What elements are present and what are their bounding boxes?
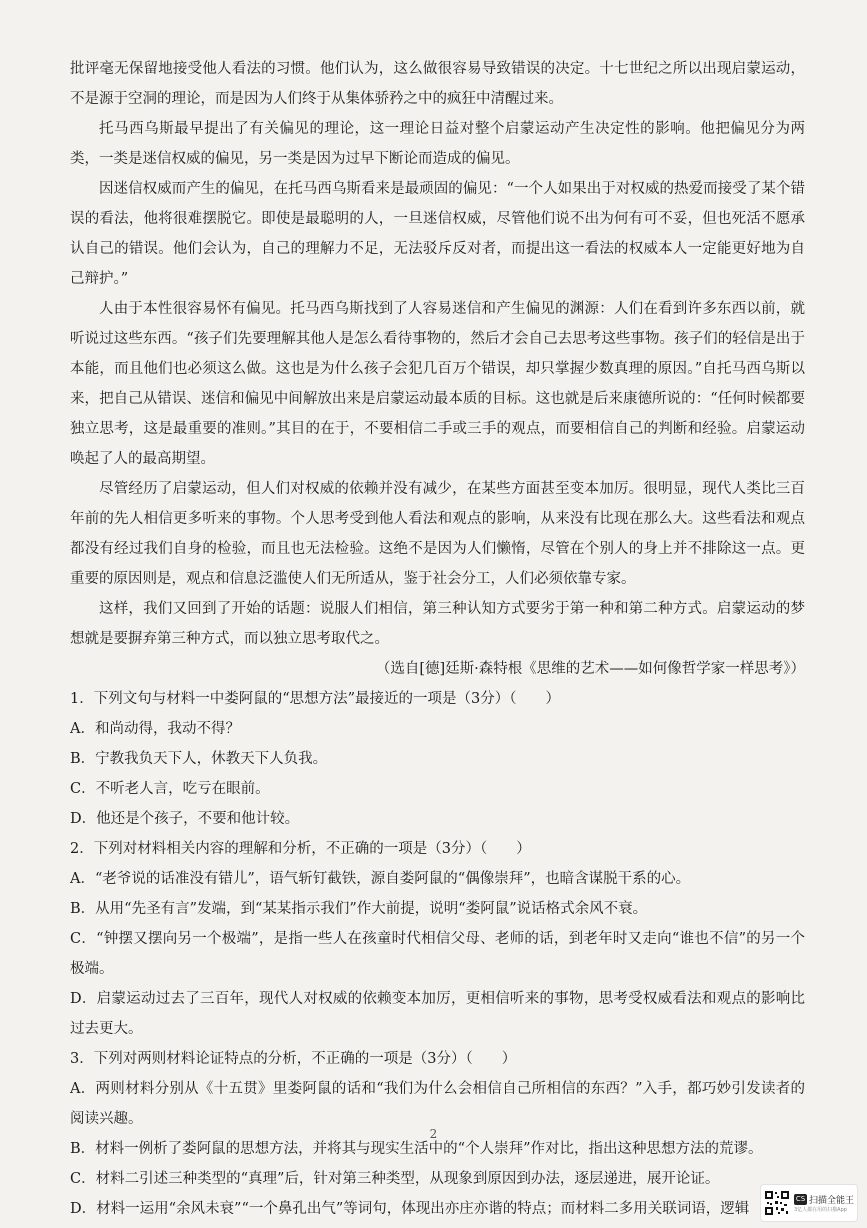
question-3-option-c: C．材料二引述三种类型的“真理”后，针对第三种类型，从现象到原因到办法，逐层递进，展开论证。 [70, 1171, 720, 1187]
question-1-option-d: D．他还是个孩子，不要和他计较。 [70, 811, 300, 827]
question-3-option-a: A．两则材料分别从《十五贯》里娄阿鼠的话和“我们为什么会相信自己所相信的东西？”入手，都巧妙引发读者的阅读兴趣。 [70, 1081, 805, 1127]
passage-paragraph-1: 批评毫无保留地接受他人看法的习惯。他们认为，这么做很容易导致错误的决定。十七世纪之所以出现启蒙运动，不是源于空洞的理论，而是因为人们终于从集体骄矜之中的疯狂中清醒过来。 [70, 61, 805, 107]
question-1-option-c: C．不听老人言，吃亏在眼前。 [70, 781, 270, 797]
scanner-watermark [760, 1184, 858, 1222]
question-1-option-a: A．和尚动得，我动不得？ [70, 721, 240, 737]
question-3-option-d: D．材料一运用“余风未衰”“一个鼻孔出气”等词句，体现出亦庄亦谐的特点；而材料二多用关联词语，逻辑 [70, 1201, 750, 1217]
question-2-stem: 2．下列对材料相关内容的理解和分析，不正确的一项是（3分）（ ） [70, 841, 531, 857]
watermark-app-name: 扫描全能王 [809, 1196, 855, 1206]
question-2-option-a: A．“老爷说的话准没有错儿”，语气斩钉截铁，源自娄阿鼠的“偶像崇拜”，也暗含谋脱干系的心。 [70, 871, 691, 887]
passage-paragraph-2: 托马西乌斯最早提出了有关偏见的理论，这一理论日益对整个启蒙运动产生决定性的影响。他把偏见分为两类，一类是迷信权威的偏见，另一类是因为过早下断论而造成的偏见。 [70, 121, 805, 167]
passage-paragraph-5: 尽管经历了启蒙运动，但人们对权威的依赖并没有减少，在某些方面甚至变本加厉。很明显，现代人类比三百年前的先人相信更多听来的事物。个人思考受到他人看法和观点的影响，从来没有比现在那么大。这些看法和观点都没有经过我们自身的检验，而且也无法检验。这绝不是因为人们懒惰，尽管在个别人的身上并不排除这一点。更重要的原因则是，观点和信息泛滥使人们无所适从，鉴于社会分工，人们必须依靠专家。 [70, 481, 805, 587]
question-2-option-d: D．启蒙运动过去了三百年，现代人对权威的依赖变本加厉，更相信听来的事物，思考受权威看法和观点的影响比过去更大。 [70, 991, 805, 1037]
passage-paragraph-3: 因迷信权威而产生的偏见，在托马西乌斯看来是最顽固的偏见：“一个人如果出于对权威的热爱而接受了某个错误的看法，他将很难摆脱它。即使是最聪明的人，一旦迷信权威，尽管他们说不出为何有可不妥，但也死活不愿承认自己的错误。他们会认为，自己的理解力不足，无法驳斥反对者，而提出这一看法的权威本人一定能更好地为自己辩护。” [70, 181, 805, 287]
question-1-option-b: B．宁教我负天下人，休教天下人负我。 [70, 751, 328, 767]
page-content [70, 54, 805, 1224]
source-citation: （选自[德]廷斯·森特根《思维的艺术——如何像哲学家一样思考》） [375, 661, 805, 677]
camscanner-logo-icon: CS [795, 1195, 806, 1203]
watermark-text [794, 1193, 854, 1213]
question-2-option-b: B．从用“先圣有言”发端，到“某某指示我们”作大前提，说明“娄阿鼠”说话格式余风不衰。 [70, 901, 648, 917]
question-1-stem: 1．下列文句与材料一中娄阿鼠的“思想方法”最接近的一项是（3分）（ ） [70, 691, 561, 707]
watermark-title [794, 1193, 854, 1206]
qr-code-icon [764, 1190, 790, 1216]
passage-paragraph-4: 人由于本性很容易怀有偏见。托马西乌斯找到了人容易迷信和产生偏见的渊源：人们在看到许多东西以前，就听说过这些东西。“孩子们先要理解其他人是怎么看待事物的，然后才会自己去思考这些事物。孩子们的轻信是出于本能，而且他们也必须这么做。这也是为什么孩子会犯几百万个错误，却只掌握少数真理的原因。”自托马西乌斯以来，把自己从错误、迷信和偏见中间解放出来是启蒙运动最本质的目标。这也就是后来康德所说的：“任何时候都要独立思考，这是最重要的准则。”其目的在于，不要相信二手或三手的观点，而要相信自己的判断和经验。启蒙运动唤起了人的最高期望。 [70, 301, 805, 467]
passage-paragraph-6: 这样，我们又回到了开始的话题：说服人们相信，第三种认知方式要劣于第一种和第二种方式。启蒙运动的梦想就是要摒弃第三种方式，而以独立思考取代之。 [70, 601, 805, 647]
watermark-tagline: 3亿人都在用的扫描App [794, 1207, 847, 1213]
question-3-option-b: B．材料一例析了娄阿鼠的思想方法，并将其与现实生活中的“个人崇拜”作对比，指出这种思想方法的荒谬。 [70, 1141, 763, 1157]
question-2-option-c: C．“钟摆又摆向另一个极端”，是指一些人在孩童时代相信父母、老师的话，到老年时又走向“谁也不信”的另一个极端。 [70, 931, 805, 977]
question-3-stem: 3．下列对两则材料论证特点的分析，不正确的一项是（3分）（ ） [70, 1051, 517, 1067]
page-number: 2 [429, 1127, 438, 1141]
